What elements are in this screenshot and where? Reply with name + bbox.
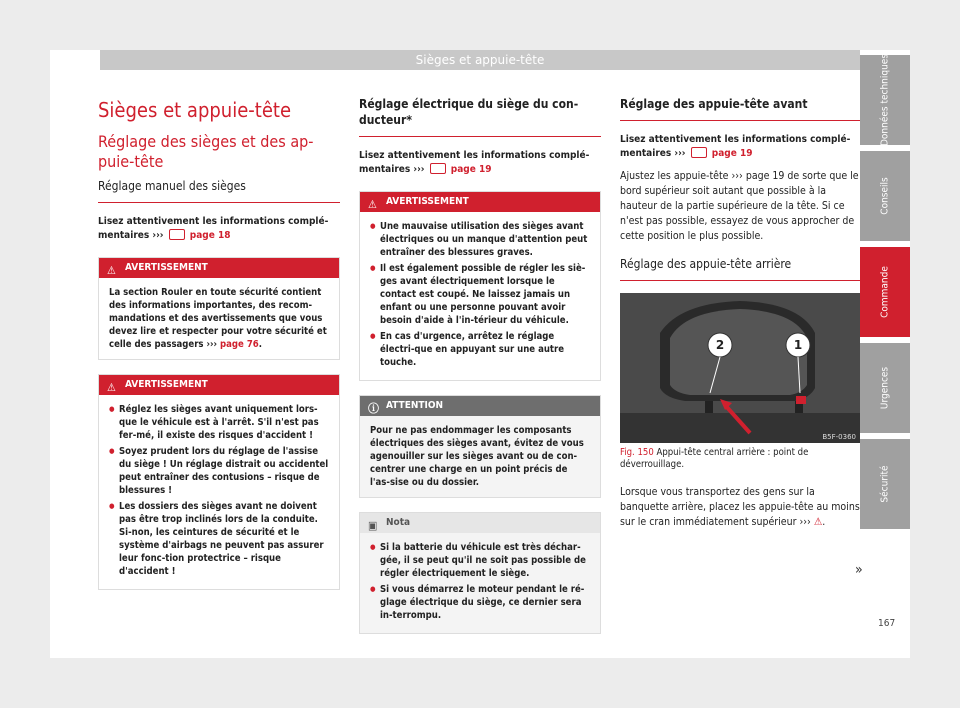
subsection-title: Réglage des sièges et des ap-puie-tête xyxy=(98,132,314,171)
note-icon: ▣ xyxy=(368,519,378,532)
continue-mark: » xyxy=(855,562,863,578)
list-item: ● Une mauvaise utilisation des sièges avant électriques ou un manque d'attention peut entraîner des blessures graves. xyxy=(370,220,590,259)
page-ref[interactable]: page 19 xyxy=(711,148,753,159)
page-ref[interactable]: page 76 xyxy=(220,339,259,350)
figure-label: 2 xyxy=(715,338,725,352)
lede: Lisez attentivement les informations complé-mentaires ››› page 18 xyxy=(98,216,329,241)
book-icon xyxy=(169,229,185,240)
column-1 xyxy=(98,90,340,590)
section-title: Sièges et appuie-tête xyxy=(98,98,292,122)
book-icon xyxy=(430,163,446,174)
warning-icon: ⚠ xyxy=(107,381,116,394)
lede: Lisez attentivement les informations complé-mentaires ››› page 19 xyxy=(359,150,590,175)
info-circle-icon: ⓘ xyxy=(368,402,379,415)
warning-icon: ⚠ xyxy=(813,516,823,528)
lede: Lisez attentivement les informations complé-mentaires ››› page 19 xyxy=(620,134,851,159)
list-item: ● Si vous démarrez le moteur pendant le ré-glage électrique du siège, ce dernier sera in-terrompu. xyxy=(370,583,590,622)
warning-box: ⚠ AVERTISSEMENT ● Réglez les sièges avant uniquement lors-que le véhicule est à l'arrêt. S'il n'est pas fer-mé, il existe des risques d'accident ! ● Soyez prudent lors du réglage de l'assise du siège ! Un réglage distrait ou accidentel peut entraîner des contusions – risque de blessures ! ● Les dossiers des sièges avant ne doivent pas être trop inclinés lors de la conduite. Si-non, les ceintures de sécurité et le système d'airbags ne peuvent pas assurer leur fonc-tion protectrice – risque d'accident ! xyxy=(98,374,340,590)
warning-icon: ⚠ xyxy=(368,198,377,211)
list-item: ● Si la batterie du véhicule est très déchar-gée, il se peut qu'il ne soit pas possible de régler électriquement le siège. xyxy=(370,541,590,580)
tab-donnees-techniques[interactable]: Données techniques xyxy=(860,55,910,145)
subheading: Réglage électrique du siège du con-ducteur* xyxy=(359,96,601,137)
subheading: Réglage manuel des sièges xyxy=(98,178,340,203)
warning-icon: ⚠ xyxy=(107,264,116,277)
subheading: Réglage des appuie-tête avant xyxy=(620,96,860,121)
tab-commande[interactable]: Commande xyxy=(860,247,910,337)
tab-conseils[interactable]: Conseils xyxy=(860,151,910,241)
page xyxy=(50,50,910,658)
page-number: 167 xyxy=(878,618,896,629)
note-box: ▣ Nota ● Si la batterie du véhicule est très déchar-gée, il se peut qu'il ne soit pas possible de régler électriquement le siège. ● Si vous démarrez le moteur pendant le ré-glage électrique du siège, ce dernier sera in-terrompu. xyxy=(359,512,601,634)
warning-box: ⚠ AVERTISSEMENT La section Rouler en toute sécurité contient des informations importantes, des recom-mandations et des avertissements que vous devez lire et respecter pour votre sécurité et celle des passagers ››› page 76. xyxy=(98,257,340,360)
column-2 xyxy=(359,90,601,634)
list-item: ● Soyez prudent lors du réglage de l'assise du siège ! Un réglage distrait ou accidentel peut entraîner des contusions – risque de blessures ! xyxy=(109,445,329,497)
paragraph: Lorsque vous transportez des gens sur la banquette arrière, placez les appuie-tête au moins sur le cran immédiatement supérieur ››› ⚠. xyxy=(620,486,860,528)
list-item: ● Il est également possible de régler les siè-ges avant électriquement lorsque le contact est coupé. Ne laissez jamais un enfant ou une personne pouvant avoir besoin d'aide à l'in-térieur du véhicule. xyxy=(370,262,590,327)
figure-caption: Fig. 150 Appui-tête central arrière : point de déverrouillage. xyxy=(620,447,809,470)
warning-box: ⚠ AVERTISSEMENT ● Une mauvaise utilisation des sièges avant électriques ou un manque d'attention peut entraîner des blessures graves. ● Il est également possible de régler les siè-ges avant électriquement lorsque le contact est coupé. Ne laissez jamais un enfant ou une personne pouvant avoir besoin d'aide à l'in-térieur du véhicule. ● En cas d'urgence, arrêtez le réglage électri-que en appuyant sur une autre touche. xyxy=(359,191,601,381)
tab-securite[interactable]: Sécurité xyxy=(860,439,910,529)
list-item: ● En cas d'urgence, arrêtez le réglage électri-que en appuyant sur une autre touche. xyxy=(370,330,590,369)
tab-urgences[interactable]: Urgences xyxy=(860,343,910,433)
column-3 xyxy=(620,90,860,530)
book-icon xyxy=(691,147,707,158)
sidebar-tabs xyxy=(860,55,910,535)
paragraph: Ajustez les appuie-tête ››› page 19 de sorte que le bord supérieur soit autant que possible à la hauteur de la partie supérieure de la tête. Si ce n'est pas possible, essayez de vous approcher de cette position le plus possible. xyxy=(620,170,859,242)
figure-headrest xyxy=(620,293,860,443)
figure-code: B5F-0360 xyxy=(822,433,856,441)
figure-label: 1 xyxy=(793,338,803,352)
attention-box: ⓘ ATTENTION Pour ne pas endommager les composants électriques des sièges avant, évitez de vous agenouiller sur les sièges avant ou de con-centrer une charge en un point précis de l'as-sise ou du dossier. xyxy=(359,395,601,498)
page-ref[interactable]: page 18 xyxy=(189,230,231,241)
subheading: Réglage des appuie-tête arrière xyxy=(620,256,860,281)
running-header: Sièges et appuie-tête xyxy=(100,50,860,70)
list-item: ● Les dossiers des sièges avant ne doivent pas être trop inclinés lors de la conduite. Si-non, les ceintures de sécurité et le système d'airbags ne peuvent pas assurer leur fonc-tion protectrice – risque d'accident ! xyxy=(109,500,329,578)
page-ref[interactable]: page 19 xyxy=(450,164,492,175)
list-item: ● Réglez les sièges avant uniquement lors-que le véhicule est à l'arrêt. S'il n'est pas fer-mé, il existe des risques d'accident ! xyxy=(109,403,329,442)
headrest-illustration xyxy=(620,293,860,443)
